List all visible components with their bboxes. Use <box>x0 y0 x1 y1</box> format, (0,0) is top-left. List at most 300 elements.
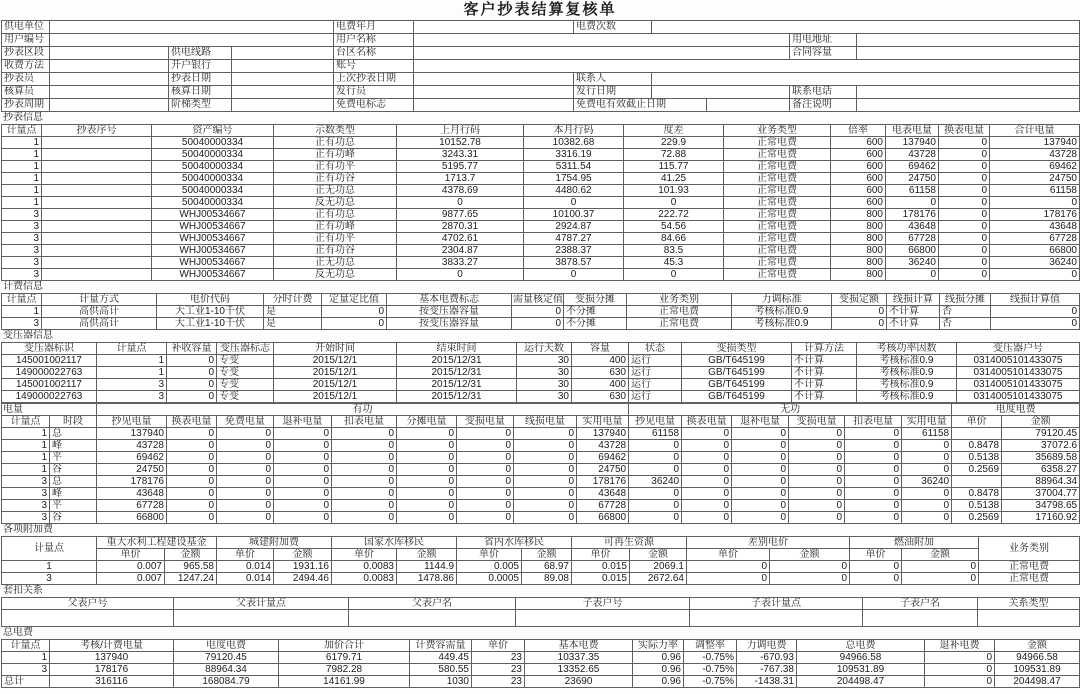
cell: 0 <box>939 245 990 257</box>
cell: 1931.16 <box>274 561 332 573</box>
form-value <box>652 21 1080 34</box>
cell: 84.66 <box>624 233 724 245</box>
column-header: 单价 <box>472 640 525 652</box>
cell: 0 <box>902 440 952 452</box>
cell: 1 <box>2 306 42 318</box>
column-header: 退补电量 <box>274 416 332 428</box>
cell: 2388.37 <box>524 245 624 257</box>
cell: 0 <box>850 561 902 573</box>
cell: 67728 <box>990 233 1080 245</box>
cell: 0314005101433075 <box>957 379 1080 391</box>
cell: 正无功总 <box>274 185 397 197</box>
cell: 0 <box>687 573 770 585</box>
cell: 总 <box>50 476 97 488</box>
cell <box>42 173 152 185</box>
cell: 0 <box>629 488 682 500</box>
column-header: 关系类型 <box>978 598 1080 610</box>
cell: 3 <box>2 318 42 330</box>
cell: 0.96 <box>633 664 684 676</box>
cell: 0 <box>514 500 577 512</box>
cell: 204498.47 <box>797 676 925 688</box>
cell: 6179.71 <box>279 652 410 664</box>
cell: 145001002117 <box>2 355 97 367</box>
cell: 0 <box>845 512 902 524</box>
cell: 0 <box>167 464 217 476</box>
column-header: 换表电量 <box>939 125 990 137</box>
form-label: 用户名称 <box>334 34 414 47</box>
cell: 考核标准0.9 <box>732 318 832 330</box>
cell: 1713.7 <box>397 173 524 185</box>
cell: 72.88 <box>624 149 724 161</box>
cell: 800 <box>831 257 886 269</box>
cell: 0 <box>991 306 1080 318</box>
column-header: 计量点 <box>2 537 97 561</box>
column-header: 单价 <box>952 416 1002 428</box>
form-value <box>232 86 334 99</box>
column-header: 可再生资源 <box>572 537 687 549</box>
form-label: 电费年月 <box>334 21 414 34</box>
cell <box>42 257 152 269</box>
form-value <box>857 34 1080 47</box>
cell: 178176 <box>886 209 939 221</box>
cell: 2015/12/31 <box>397 379 517 391</box>
cell: 7982.28 <box>279 664 410 676</box>
cell: 0 <box>322 306 387 318</box>
cell: 0 <box>832 318 887 330</box>
column-header: 单价 <box>97 549 165 561</box>
cell: 3 <box>2 209 42 221</box>
cell: 正常电费 <box>724 149 831 161</box>
cell: 0 <box>902 464 952 476</box>
cell: 0 <box>332 512 397 524</box>
cell: 平 <box>50 500 97 512</box>
cell: 115.77 <box>624 161 724 173</box>
cell: 1 <box>2 197 42 209</box>
column-header: 分时计费 <box>264 294 322 306</box>
form-label: 免费电标志 <box>334 99 414 112</box>
cell: 0 <box>732 476 789 488</box>
column-header: 示数类型 <box>274 125 397 137</box>
cell: -1438.31 <box>737 676 797 688</box>
form-label: 用电地址 <box>790 34 857 47</box>
cell: 0 <box>322 318 387 330</box>
column-header: 变压器标志 <box>217 343 274 355</box>
cell: 600 <box>831 161 886 173</box>
cell: 800 <box>831 233 886 245</box>
cell: 24750 <box>886 173 939 185</box>
cell: 24750 <box>990 173 1080 185</box>
cell: 4378.69 <box>397 185 524 197</box>
column-header: 度差 <box>624 125 724 137</box>
form-label: 合同容量 <box>790 47 857 60</box>
form-value <box>414 21 574 34</box>
column-header: 电度电费 <box>952 404 1080 416</box>
column-header: 线损电量 <box>514 416 577 428</box>
column-header: 业务类别 <box>627 294 732 306</box>
cell: WHJ00534667 <box>152 269 274 281</box>
column-header: 金额 <box>165 549 217 561</box>
cell: 0 <box>167 512 217 524</box>
form-value <box>50 34 334 47</box>
form-label: 阶梯类型 <box>169 99 232 112</box>
cell: 0.015 <box>572 561 630 573</box>
section-label-meter-reading: 抄表信息 <box>3 112 43 123</box>
column-header: 计量点 <box>97 343 167 355</box>
cell: 0 <box>457 428 514 440</box>
cell: 0 <box>167 391 217 403</box>
cell: 1 <box>97 367 167 379</box>
cell: 3316.19 <box>524 149 624 161</box>
transformer-info-table <box>1 342 1080 403</box>
cell: 正常电费 <box>724 161 831 173</box>
column-header: 基本电费标志 <box>387 294 512 306</box>
cell: 4787.27 <box>524 233 624 245</box>
cell: 0 <box>457 452 514 464</box>
cell <box>42 149 152 161</box>
cell: 不分摊 <box>564 306 627 318</box>
cell: 0 <box>845 464 902 476</box>
header-row <box>2 416 1080 428</box>
cell: 正有功峰 <box>274 221 397 233</box>
form-value <box>232 73 334 86</box>
cell: 1 <box>97 355 167 367</box>
cell: 0 <box>167 367 217 379</box>
cell: 0 <box>850 573 902 585</box>
cell: 0 <box>457 440 514 452</box>
column-header: 业务类型 <box>724 125 831 137</box>
cell: 0 <box>902 573 979 585</box>
form-label: 供电线路 <box>169 47 232 60</box>
column-header: 父表户号 <box>2 598 174 610</box>
cell: -670.93 <box>737 652 797 664</box>
form-value <box>50 60 169 73</box>
cell: 正有功平 <box>274 161 397 173</box>
meter-relations-table <box>1 597 1080 627</box>
cell: 0 <box>514 464 577 476</box>
cell: 0 <box>902 500 952 512</box>
column-header: 计量点 <box>2 294 42 306</box>
cell: 0 <box>732 500 789 512</box>
column-header: 抄表序号 <box>42 125 152 137</box>
cell: 3833.27 <box>397 257 524 269</box>
column-header: 总电费 <box>797 640 925 652</box>
page-title: 客户抄表结算复核单 <box>463 1 617 18</box>
cell: 2672.64 <box>630 573 687 585</box>
column-header: 变损电量 <box>457 416 514 428</box>
form-value <box>50 99 169 112</box>
form-value <box>50 73 169 86</box>
cell: 145001002117 <box>2 379 97 391</box>
cell: 0 <box>457 512 514 524</box>
cell: 0 <box>217 512 274 524</box>
cell: 0 <box>902 512 952 524</box>
cell: 0 <box>457 488 514 500</box>
cell: 0 <box>332 452 397 464</box>
form-value <box>50 21 334 34</box>
cell: 0 <box>217 428 274 440</box>
cell: 149000022763 <box>2 391 97 403</box>
form-label: 免费电有效截止日期 <box>574 99 707 112</box>
form-value <box>414 60 1080 73</box>
cell: 36240 <box>902 476 952 488</box>
column-header: 变损类型 <box>682 343 792 355</box>
cell: 0 <box>332 500 397 512</box>
cell: 1 <box>2 440 50 452</box>
cell: 反无功总 <box>274 269 397 281</box>
cell: 0.0005 <box>457 573 522 585</box>
cell: 0314005101433075 <box>957 355 1080 367</box>
form-value <box>414 86 574 99</box>
cell: 1030 <box>410 676 472 688</box>
form-label: 核算日期 <box>169 86 232 99</box>
cell: 66800 <box>990 245 1080 257</box>
cell: 3 <box>2 664 50 676</box>
cell: 高供高计 <box>42 318 157 330</box>
cell <box>516 610 690 627</box>
cell: 0 <box>397 476 457 488</box>
table-row <box>2 34 1080 47</box>
cell: 83.5 <box>624 245 724 257</box>
header-row <box>2 294 1080 306</box>
cell: 0 <box>925 664 995 676</box>
cell: 1 <box>2 173 42 185</box>
cell: 0.96 <box>633 676 684 688</box>
cell: 50040000334 <box>152 137 274 149</box>
column-header: 有功 <box>97 404 629 416</box>
table-row <box>2 197 1080 209</box>
cell: 61158 <box>629 428 682 440</box>
column-header: 定量定比值 <box>322 294 387 306</box>
cell: 0 <box>397 512 457 524</box>
cell: 正有功谷 <box>274 245 397 257</box>
cell: 高供高计 <box>42 306 157 318</box>
table-row <box>2 21 1080 34</box>
cell: 反无功总 <box>274 197 397 209</box>
cell: 137940 <box>97 428 167 440</box>
form-value <box>50 47 169 60</box>
cell: 0 <box>682 464 732 476</box>
cell <box>349 610 516 627</box>
cell: 3 <box>97 391 167 403</box>
cell: 正常电费 <box>627 318 732 330</box>
cell: 不计算 <box>887 318 940 330</box>
cell: 0 <box>512 306 564 318</box>
cell: 0 <box>990 197 1080 209</box>
cell: 0 <box>274 440 332 452</box>
cell: 正有功谷 <box>274 173 397 185</box>
column-header: 扣表电量 <box>332 416 397 428</box>
cell: 35689.58 <box>1002 452 1080 464</box>
cell: 0.8478 <box>952 488 1002 500</box>
cell: 3 <box>2 221 42 233</box>
column-header: 金额 <box>397 549 457 561</box>
table-row <box>2 512 1080 524</box>
form-value <box>857 86 1080 99</box>
cell: 61158 <box>886 185 939 197</box>
cell: 0 <box>624 197 724 209</box>
cell: 0 <box>845 488 902 500</box>
cell: 0 <box>682 440 732 452</box>
cell: 0.5138 <box>952 452 1002 464</box>
column-header: 抄见电量 <box>97 416 167 428</box>
cell: 50040000334 <box>152 173 274 185</box>
cell: 316116 <box>50 676 174 688</box>
column-header: 退补电量 <box>732 416 789 428</box>
cell: 1 <box>2 185 42 197</box>
table-row <box>2 173 1080 185</box>
column-header: 抄见电量 <box>629 416 682 428</box>
cell: 0 <box>732 512 789 524</box>
cell: 0 <box>732 488 789 500</box>
cell: 1 <box>2 561 97 573</box>
cell <box>42 137 152 149</box>
table-row <box>2 209 1080 221</box>
form-label: 联系人 <box>574 73 652 86</box>
energy-table <box>1 403 1080 524</box>
cell: 0 <box>682 512 732 524</box>
cell: 43728 <box>577 440 629 452</box>
meter-reading-table <box>1 124 1080 281</box>
cell: WHJ00534667 <box>152 257 274 269</box>
cell: 正有功峰 <box>274 149 397 161</box>
cell: 66800 <box>886 245 939 257</box>
cell: 0 <box>845 428 902 440</box>
cell: GB/T645199 <box>682 355 792 367</box>
cell: 0.014 <box>217 573 274 585</box>
cell: 50040000334 <box>152 185 274 197</box>
cell: 229.9 <box>624 137 724 149</box>
column-header: 计量点 <box>2 416 50 428</box>
form-label: 核算员 <box>2 86 50 99</box>
cell <box>42 197 152 209</box>
table-row <box>2 221 1080 233</box>
column-header: 计费容需量 <box>410 640 472 652</box>
cell: 0.2569 <box>952 464 1002 476</box>
cell: 68.97 <box>522 561 572 573</box>
cell: 37004.77 <box>1002 488 1080 500</box>
cell <box>42 269 152 281</box>
cell: 1 <box>2 464 50 476</box>
cell: 3 <box>2 233 42 245</box>
column-header: 分摊电量 <box>397 416 457 428</box>
column-header: 状态 <box>629 343 682 355</box>
column-header: 基本电费 <box>525 640 633 652</box>
column-header: 实际力率 <box>633 640 684 652</box>
column-header: 子表户名 <box>863 598 978 610</box>
table-row <box>2 676 1080 688</box>
column-header: 计算方法 <box>792 343 857 355</box>
cell: 50040000334 <box>152 149 274 161</box>
form-value <box>232 99 334 112</box>
cell: 专变 <box>217 391 274 403</box>
cell: 考核标准0.9 <box>857 391 957 403</box>
cell: 69462 <box>97 452 167 464</box>
cell: 0 <box>939 197 990 209</box>
cell: 2015/12/1 <box>274 391 397 403</box>
form-label: 发行员 <box>334 86 414 99</box>
column-header: 计量方式 <box>42 294 157 306</box>
cell: 79120.45 <box>1002 428 1080 440</box>
form-label: 抄表日期 <box>169 73 232 86</box>
cell: -0.75% <box>684 664 737 676</box>
cell: WHJ00534667 <box>152 209 274 221</box>
cell: 10100.37 <box>524 209 624 221</box>
cell: 43728 <box>990 149 1080 161</box>
cell: 43648 <box>97 488 167 500</box>
total-fee-table <box>1 639 1080 688</box>
column-header: 金额 <box>770 549 850 561</box>
cell: 1 <box>2 452 50 464</box>
cell: 0 <box>397 464 457 476</box>
cell: 50040000334 <box>152 161 274 173</box>
cell: 0 <box>629 500 682 512</box>
table-row <box>2 452 1080 464</box>
cell: 专变 <box>217 379 274 391</box>
cell: 0 <box>332 476 397 488</box>
cell: 大工业1-10千伏 <box>157 318 264 330</box>
cell: 0 <box>274 512 332 524</box>
column-header: 变损定额 <box>832 294 887 306</box>
cell: 800 <box>831 209 886 221</box>
cell: 30 <box>517 391 572 403</box>
cell: 否 <box>940 306 991 318</box>
cell: 0 <box>167 440 217 452</box>
column-header: 倍率 <box>831 125 886 137</box>
cell: 965.58 <box>165 561 217 573</box>
cell: 总计 <box>2 676 50 688</box>
cell: 1144.9 <box>397 561 457 573</box>
column-header: 实用电量 <box>902 416 952 428</box>
cell: 4480.62 <box>524 185 624 197</box>
cell: 61158 <box>902 428 952 440</box>
table-row <box>2 379 1080 391</box>
cell: 88964.34 <box>1002 476 1080 488</box>
cell: 0.007 <box>97 561 165 573</box>
form-label: 发行日期 <box>574 86 652 99</box>
cell: 0.96 <box>633 652 684 664</box>
cell <box>690 610 863 627</box>
cell: 0 <box>939 269 990 281</box>
cell: 14161.99 <box>279 676 410 688</box>
cell: 0 <box>524 269 624 281</box>
cell: 0 <box>682 428 732 440</box>
cell: 109531.89 <box>995 664 1080 676</box>
cell: 1 <box>2 652 50 664</box>
cell: 2924.87 <box>524 221 624 233</box>
cell: 3 <box>2 488 50 500</box>
cell: 正常电费 <box>724 209 831 221</box>
cell: 0 <box>939 221 990 233</box>
cell: 是 <box>264 318 322 330</box>
form-value <box>232 60 334 73</box>
cell: 0.007 <box>97 573 165 585</box>
column-header: 电表电量 <box>886 125 939 137</box>
column-header: 单价 <box>687 549 770 561</box>
cell: 449.45 <box>410 652 472 664</box>
cell: 0 <box>167 488 217 500</box>
cell: 0 <box>397 428 457 440</box>
form-value <box>857 47 1080 60</box>
column-header: 补收容量 <box>167 343 217 355</box>
cell: 50040000334 <box>152 197 274 209</box>
form-label: 供电单位 <box>2 21 50 34</box>
billing-info-table <box>1 293 1080 330</box>
table-row <box>2 464 1080 476</box>
cell: 94966.58 <box>995 652 1080 664</box>
cell: 0 <box>845 500 902 512</box>
cell: 36240 <box>629 476 682 488</box>
cell: 0 <box>990 269 1080 281</box>
